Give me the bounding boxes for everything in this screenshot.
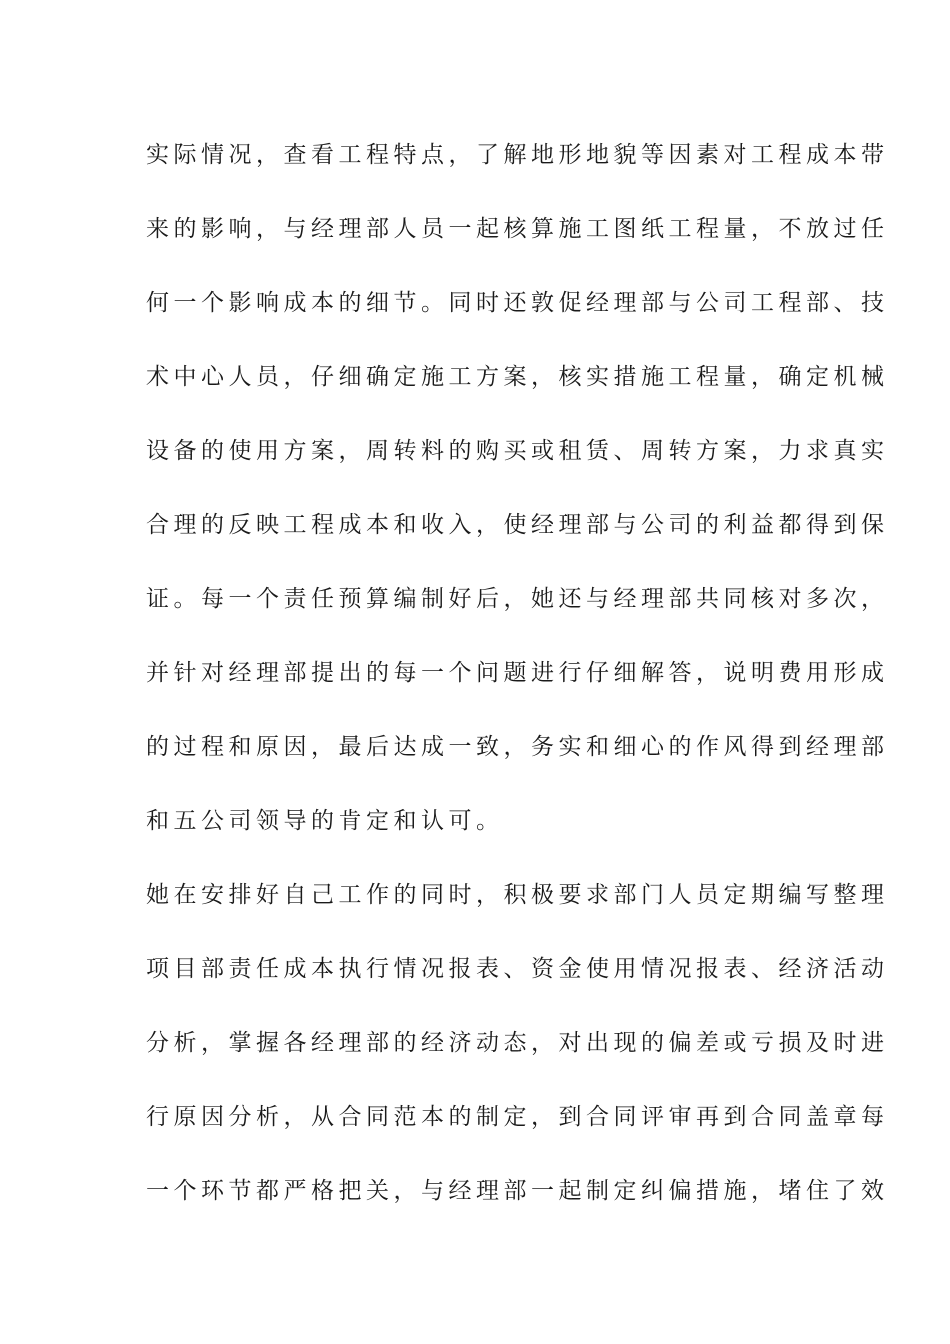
text-line: 一个环节都严格把关，与经理部一起制定纠偏措施，堵住了效 — [146, 1178, 889, 1204]
text-line: 何一个影响成本的细节。同时还敦促经理部与公司工程部、技 — [146, 290, 889, 316]
text-line: 的过程和原因，最后达成一致，务实和细心的作风得到经理部 — [146, 734, 889, 760]
text-line: 设备的使用方案，周转料的购买或租赁、周转方案，力求真实 — [146, 438, 889, 464]
text-line: 她在安排好自己工作的同时，积极要求部门人员定期编写整理 — [146, 882, 889, 908]
text-line: 行原因分析，从合同范本的制定，到合同评审再到合同盖章每 — [146, 1104, 889, 1130]
text-line: 和五公司领导的肯定和认可。 — [146, 808, 504, 834]
text-line: 分析，掌握各经理部的经济动态，对出现的偏差或亏损及时进 — [146, 1030, 889, 1056]
text-line: 术中心人员，仔细确定施工方案，核实措施工程量，确定机械 — [146, 364, 889, 390]
text-line: 实际情况，查看工程特点，了解地形地貌等因素对工程成本带 — [146, 142, 889, 168]
text-line: 合理的反映工程成本和收入，使经理部与公司的利益都得到保 — [146, 512, 889, 538]
text-line: 来的影响，与经理部人员一起核算施工图纸工程量，不放过任 — [146, 216, 889, 242]
text-line: 项目部责任成本执行情况报表、资金使用情况报表、经济活动 — [146, 956, 889, 982]
text-line: 证。每一个责任预算编制好后，她还与经理部共同核对多次， — [146, 586, 889, 612]
text-line: 并针对经理部提出的每一个问题进行仔细解答，说明费用形成 — [146, 660, 889, 686]
